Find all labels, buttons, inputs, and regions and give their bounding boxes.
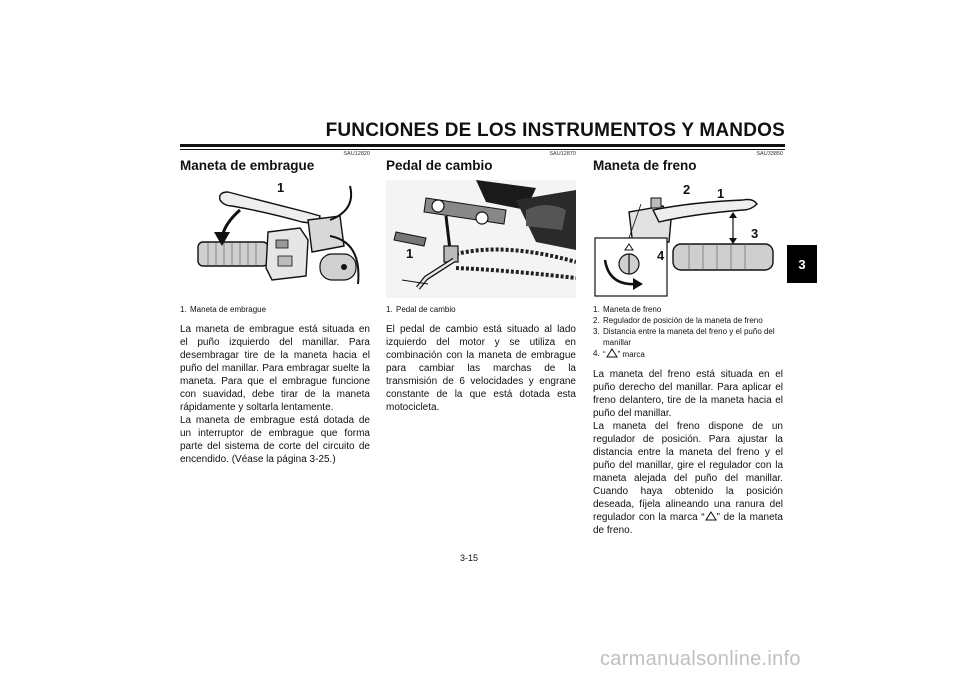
section-body <box>180 323 370 466</box>
caption-item <box>593 348 783 360</box>
caption-item <box>386 304 576 315</box>
section-shift-pedal <box>386 150 576 414</box>
paragraph: El pedal de cambio está situado al lado izquierdo del motor y se utiliza en combinación con la maneta de embrague para cambiar las marchas de la transmisión de 6 velocidades y engrane constante de la que está dotada esta motocicleta. <box>386 324 576 413</box>
section-code: SAU12820 <box>343 151 370 157</box>
header-rule-thick <box>180 144 785 147</box>
triangle-mark-icon <box>705 511 717 521</box>
page-title: FUNCIONES DE LOS INSTRUMENTOS Y MANDOS <box>325 120 785 141</box>
figure-label: 2 <box>683 182 691 197</box>
figure-caption <box>386 304 576 315</box>
triangle-mark-icon <box>606 348 618 358</box>
figure-label: 1 <box>406 246 414 261</box>
section-code: SAU12870 <box>549 151 576 157</box>
paragraph: La maneta de embrague está situada en el puño izquierdo del manillar. Para desembragar tire de la maneta hacia el puño del manillar. Para embragar suelte la maneta. Para que el embrague funcione con suavidad, debe tirar de la maneta rápidamente y soltarla lentamente. <box>180 324 370 413</box>
caption-item <box>593 315 783 326</box>
caption-number: 1. <box>180 305 187 314</box>
paragraph-tail: ” de la maneta de freno. <box>593 512 783 536</box>
caption-number: 1. <box>386 305 393 314</box>
figure-caption <box>180 304 370 315</box>
section-body <box>386 323 576 414</box>
paragraph: La maneta de embrague está dotada de un interruptor de embrague que forma parte del sistema de corte del circuito de encendido. (Véase la página 3-25.) <box>180 415 370 465</box>
caption-text: Pedal de cambio <box>396 305 456 314</box>
caption-text: Distancia entre la maneta del freno y el puño del manillar <box>603 327 775 347</box>
section-clutch-lever <box>180 150 370 466</box>
section-body <box>593 368 783 537</box>
paragraph <box>593 420 783 537</box>
paragraph: La maneta del freno está situada en el puño derecho del manillar. Para aplicar el freno delantero, tire de la maneta hacia el puño del manillar. <box>593 369 783 419</box>
figure-label: 1 <box>277 180 285 195</box>
figure-caption <box>593 304 783 360</box>
paragraph-text: La maneta del freno dispone de un regulador de posición. Para ajustar la distancia entre la maneta del freno y el puño del manillar, gire el regulador con la maneta alejada del puño del manillar. Cuando haya obtenido la posición deseada, fíjela alineando una ranura del regulador con la marca <box>593 421 783 523</box>
section-brake-lever <box>593 150 783 537</box>
section-title: Maneta de embrague <box>180 158 315 173</box>
caption-number: 2. <box>593 316 600 325</box>
chapter-tab[interactable]: 3 <box>787 245 817 283</box>
caption-text: Maneta de embrague <box>190 305 267 314</box>
figure-label: 1 <box>717 186 725 201</box>
watermark: carmanualsonline.info <box>600 648 801 670</box>
caption-text <box>603 348 645 360</box>
caption-item <box>593 326 783 348</box>
page-header <box>180 120 785 142</box>
quote-open: “ <box>701 512 705 523</box>
caption-text: Maneta de freno <box>603 305 662 314</box>
page-number: 3-15 <box>460 553 479 563</box>
caption-item <box>180 304 370 315</box>
caption-number: 1. <box>593 305 600 314</box>
caption-number: 3. <box>593 327 600 336</box>
shift-pedal-figure <box>386 180 576 298</box>
section-code: SAU33850 <box>756 151 783 157</box>
caption-item <box>593 304 783 315</box>
figure-label: 4 <box>657 248 665 263</box>
caption-number: 4. <box>593 349 600 358</box>
quote-open: “ <box>603 350 606 359</box>
section-title: Maneta de freno <box>593 158 697 173</box>
caption-text: Regulador de posición de la maneta de freno <box>603 316 763 325</box>
quote-close: ” marca <box>617 350 645 359</box>
section-title: Pedal de cambio <box>386 158 493 173</box>
clutch-lever-figure <box>180 180 370 298</box>
figure-label: 3 <box>751 226 759 241</box>
